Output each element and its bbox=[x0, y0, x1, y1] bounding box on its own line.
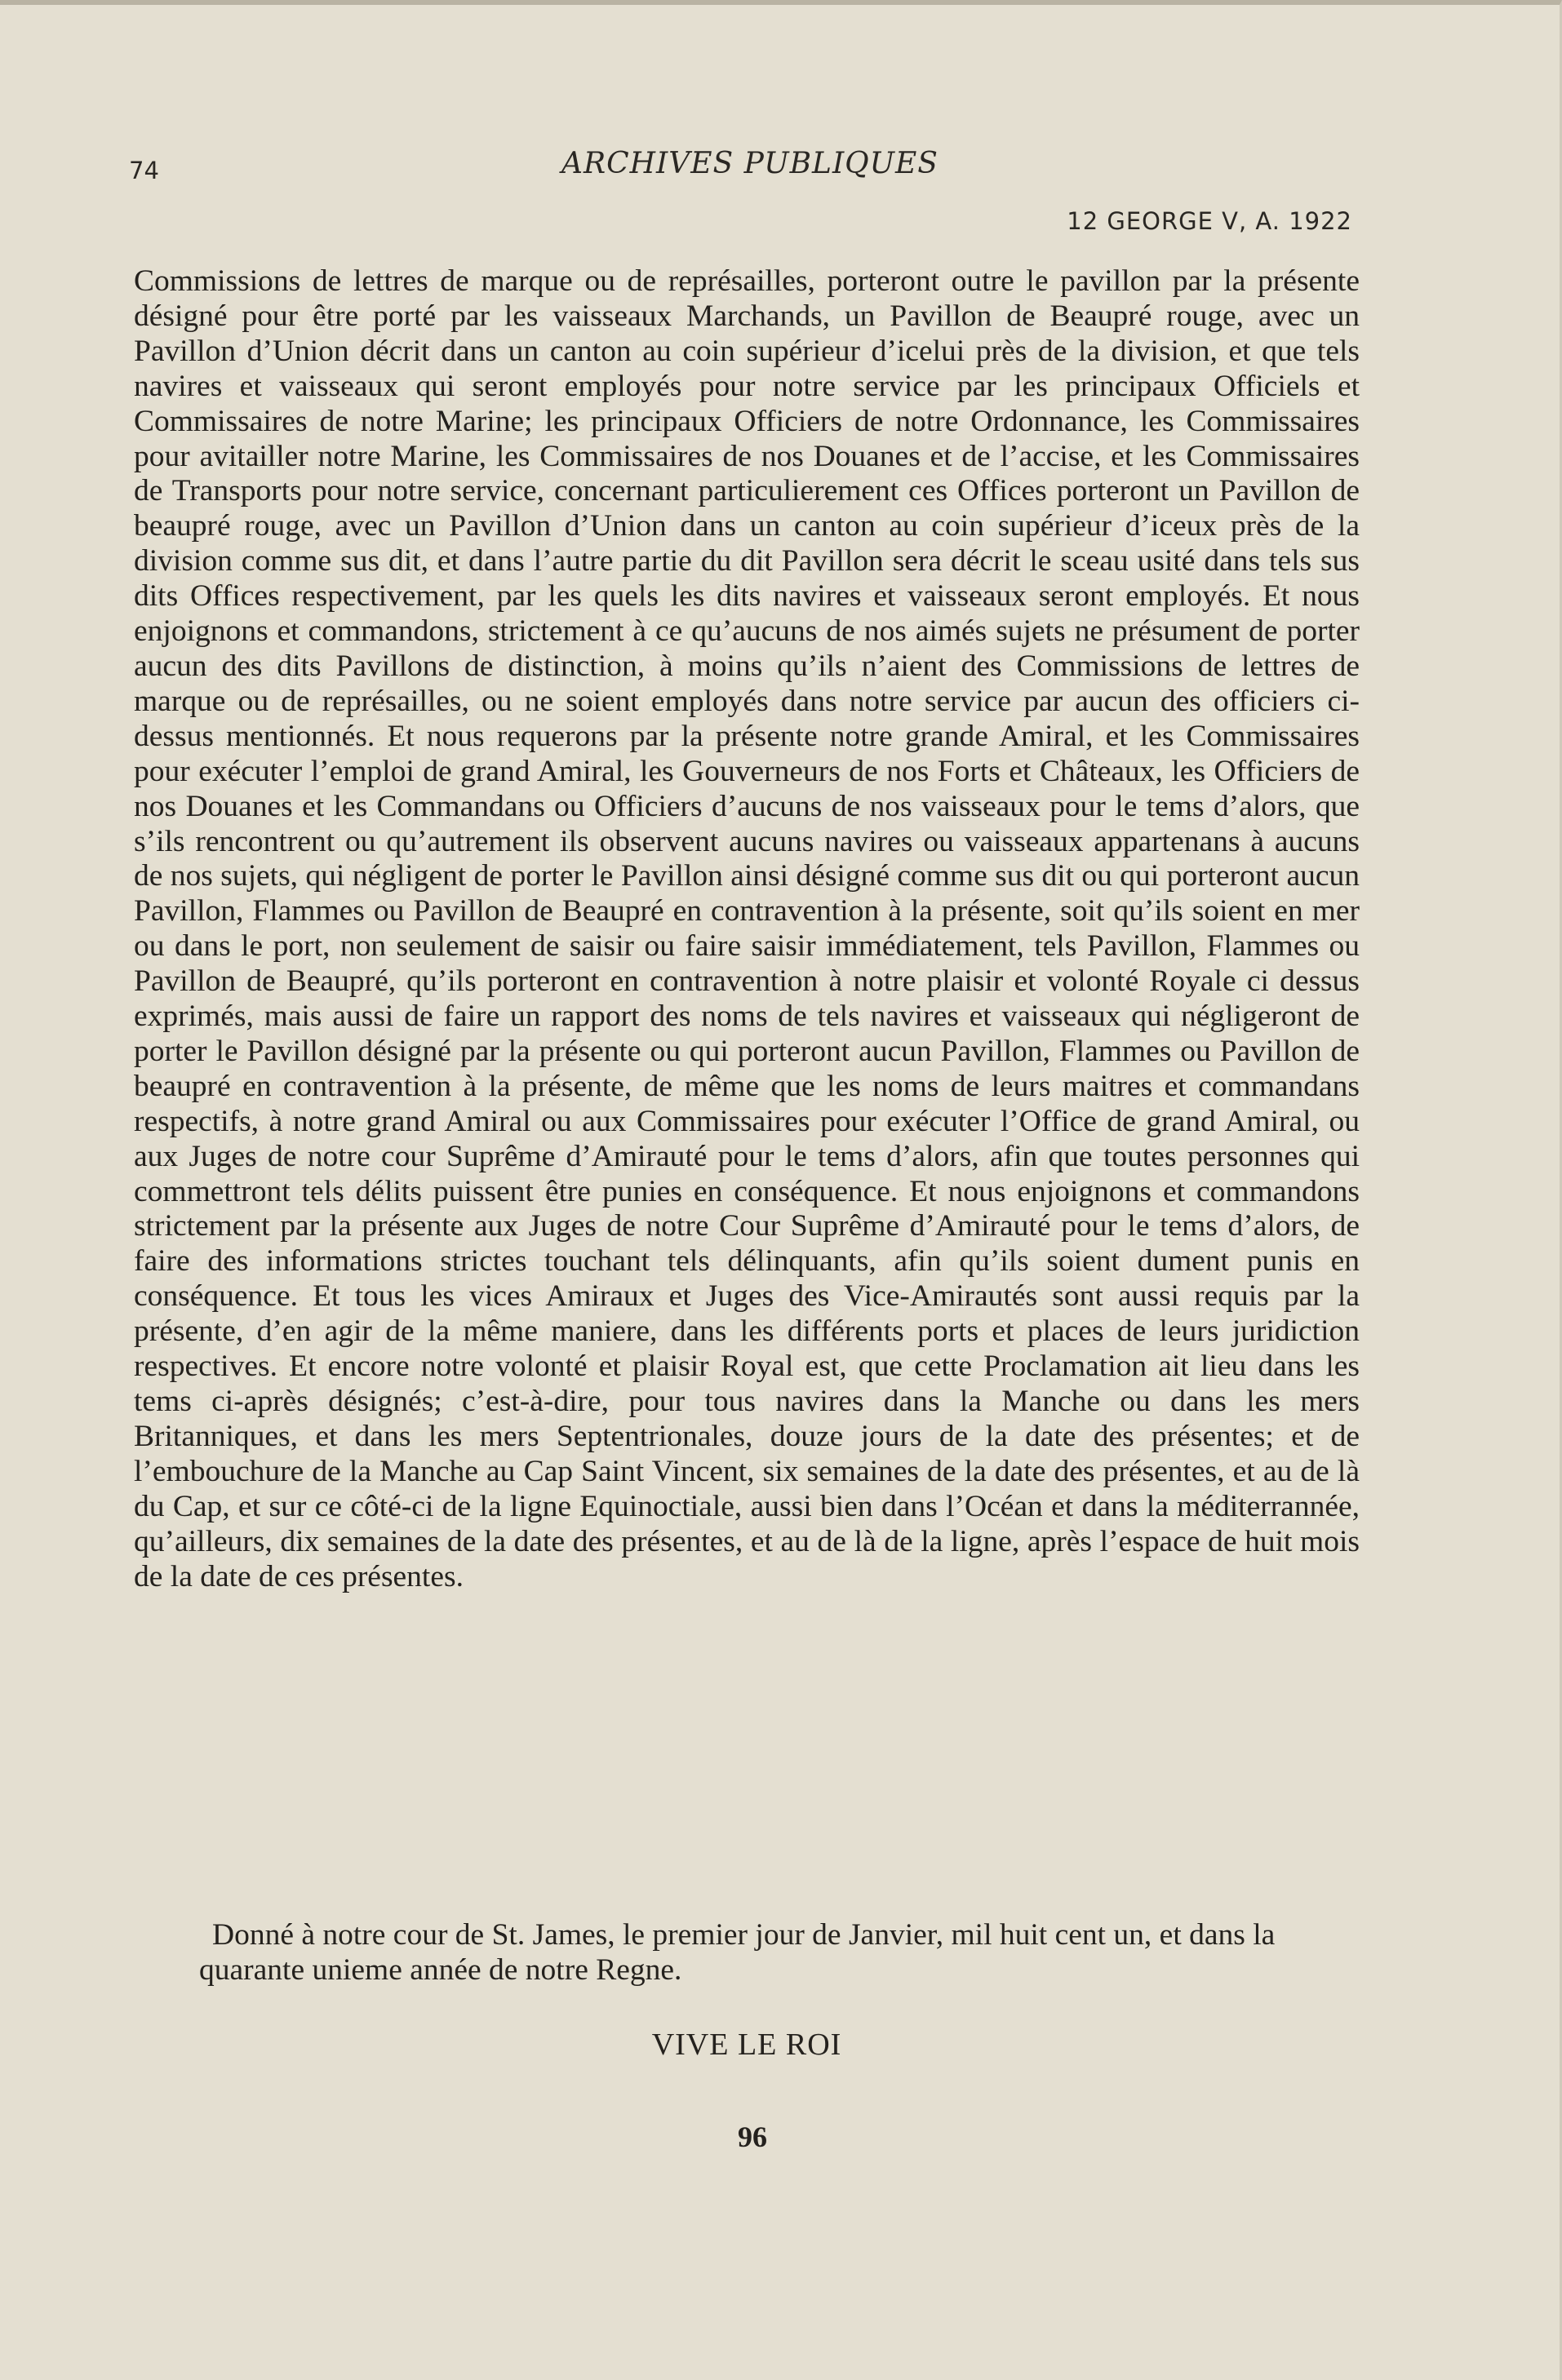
closing-text: Donné à notre cour de St. James, le premier jour de Janvier, mil huit cent un, et dans la quarante unieme année de notre Regne. bbox=[199, 1918, 1276, 1987]
document-number-text: 96 bbox=[738, 2121, 767, 2153]
body-paragraph: Commissions de lettres de marque ou de représailles, porteront outre le pavillon par la présente désigné pour être porté par les vaisseaux Marchands, un Pavillon de Beaupré rouge, avec un Pavillon d’Union décrit dans un canton au coin supérieur d’icelui près de la division, et que tels navires et vaisseaux qui seront employés pour notre service par les principaux Officiels et Commissaires de notre Marine; les principaux Officiers de notre Ordonnance, les Commissaires pour avitailler notre Marine, les Commissaires de nos Douanes et de l’accise, et les Commissaires de Transports pour notre service, concernant particulierement ces Offices porteront un Pavillon de beaupré rouge, avec un Pavillon d’Union dans un canton au coin supérieur d’iceux près de la division comme sus dit, et dans l’autre partie du dit Pavillon sera décrit le sceau usité dans tels sus dits Offices respectivement, par les quels les dits navires et vaisseaux seront employés. Et nous enjoignons et commandons, strictement à ce qu’aucuns de nos aimés sujets ne présument de porter aucun des dits Pavillons de distinction, à moins qu’ils n’aient des Commissions de lettres de marque ou de représailles, ou ne soient employés dans notre service par aucun des officiers ci-dessus mentionnés. Et nous requerons par la présente notre grande Amiral, et les Commissaires pour exécuter l’emploi de grand Amiral, les Gouverneurs de nos Forts et Châteaux, les Officiers de nos Douanes et les Commandans ou Officiers d’aucuns de nos vaisseaux pour le tems d’alors, que s’ils rencontrent ou qu’autrement ils observent aucuns navires ou vaisseaux appartenans à aucuns de nos sujets, qui négligent de porter le Pavillon ainsi désigné comme sus dit ou qui porteront aucun Pavillon, Flammes ou Pavillon de Beaupré en contravention à la présente, soit qu’ils soient en mer ou dans le port, non seulement de saisir ou faire saisir immédiatement, tels Pavillon, Flammes ou Pavillon de Beaupré, qu’ils porteront en contravention à notre plaisir et volonté Royale ci dessus exprimés, mais aussi de faire un rapport des noms de tels navires et vaisseaux qui négligeront de porter le Pavillon désigné par la présente ou qui porteront aucun Pavillon, Flammes ou Pavillon de beaupré en contravention à la présente, de même que les noms de leurs maitres et commandans respectifs, à notre grand Amiral ou aux Commissaires pour exécuter l’Office de grand Amiral, ou aux Juges de notre cour Suprême d’Amirauté pour le tems d’alors, afin que toutes personnes qui commettront tels délits puissent être punies en conséquence. Et nous enjoignons et commandons strictement par la présente aux Juges de notre Cour Suprême d’Amirauté pour le tems d’alors, de faire des informations strictes touchant tels délinquants, afin qu’ils soient dument punis en conséquence. Et tous les vices Amiraux et Juges des Vice-Amirautés sont aussi requis par la présente, d’en agir de la même maniere, dans les différents ports et places de leurs juridiction respectives. Et encore notre volonté et plaisir Royal est, que cette Proclamation ait lieu dans les tems ci-après désignés; c’est-à-dire, pour tous navires dans la Manche ou dans les mers Britanniques, et dans les mers Septentrionales, douze jours de la date des présentes; et de l’embouchure de la Manche au Cap Saint Vincent, six semaines de la date des présentes, et au de là du Cap, et sur ce côté-ci de la ligne Equinoctiale, aussi bien dans l’Océan et dans la méditerrannée, qu’ailleurs, dix semaines de la date des présentes, et au de là de la ligne, après l’espace de huit mois de la date de ces présentes. bbox=[134, 264, 1360, 1593]
page-header bbox=[129, 144, 1353, 193]
signoff-line bbox=[0, 2027, 1562, 2063]
signoff-text: VIVE LE ROI bbox=[651, 2028, 842, 2062]
closing-paragraph bbox=[134, 1917, 1360, 1988]
running-title: ARCHIVES PUBLIQUES bbox=[561, 147, 939, 180]
page-number: 74 bbox=[129, 157, 159, 184]
document-number bbox=[0, 2120, 1562, 2154]
session-reference: 12 GEORGE V, A. 1922 bbox=[1067, 207, 1352, 235]
